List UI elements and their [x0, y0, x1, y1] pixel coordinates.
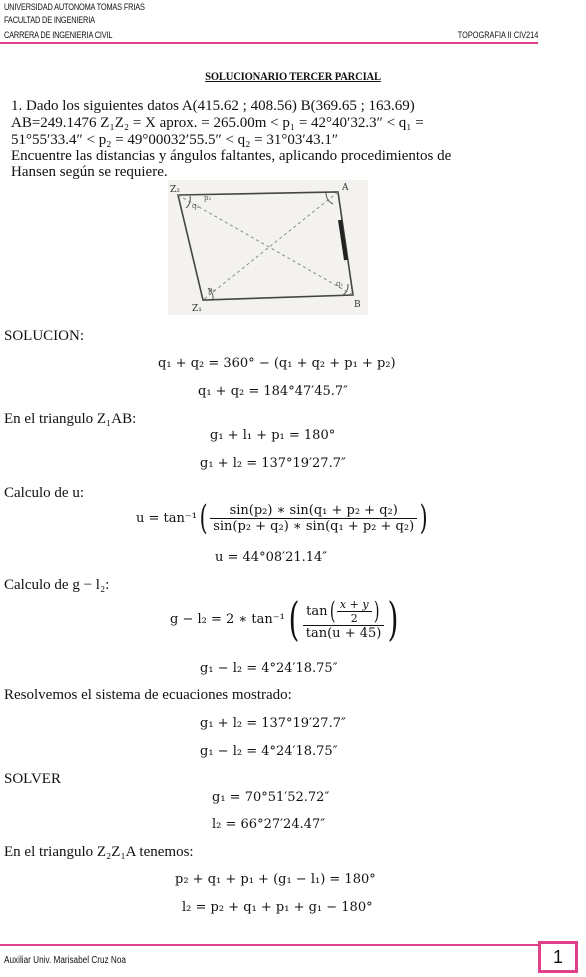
problem-line-5: Hansen según se requiere. — [11, 164, 168, 180]
footer-rule — [0, 944, 538, 946]
label-z2: Z₂ — [170, 185, 180, 195]
g-numerator — [303, 597, 385, 626]
u-denominator: sin(p₂ + q₂) ∗ sin(q₁ + p₂ + q₂) — [213, 518, 415, 534]
hansen-diagram — [168, 180, 368, 315]
u-formula-lhs: u = tan⁻¹ — [136, 510, 197, 526]
u-formula — [136, 498, 430, 538]
career-name: CARRERA DE INGENIERIA CIVIL — [4, 30, 113, 40]
solution-l2: l₂ = 66°27′24.47″ — [212, 817, 326, 832]
open-paren-g: ( — [288, 592, 300, 646]
solver-label: SOLVER — [4, 771, 61, 787]
triangulo-1-label: En el triangulo Z₁AB: — [4, 411, 137, 427]
calculo-g-label: Calculo de g − l₂: — [4, 577, 110, 593]
equation-2: q₁ + q₂ = 184°47′45.7″ — [198, 384, 348, 399]
label-p1: p₁ — [208, 286, 216, 294]
u-fraction — [210, 503, 417, 534]
u-result: u = 44°08′21.14″ — [215, 550, 328, 565]
label-z1: Z₁ — [192, 304, 202, 314]
g-fraction — [303, 597, 385, 641]
u-numerator: sin(p₂) ∗ sin(q₁ + p₂ + q₂) — [210, 503, 417, 519]
g-formula — [170, 592, 402, 646]
sistema-label: Resolvemos el sistema de ecuaciones mostrado: — [4, 687, 292, 703]
close-paren-g: ) — [387, 592, 399, 646]
page-number: 1 — [538, 941, 578, 973]
g-num-tan: tan — [306, 603, 328, 619]
faculty-name: FACULTAD DE INGENIERIA — [4, 15, 95, 25]
solucion-label: SOLUCION: — [4, 328, 85, 344]
g-formula-lhs: g − l₂ = 2 ∗ tan⁻¹ — [170, 611, 285, 627]
g-inner-num: x + y — [337, 598, 372, 612]
open-paren: ( — [199, 498, 208, 538]
g-inner-den: 2 — [350, 611, 358, 625]
equation-1: q₁ + q₂ = 360° − (q₁ + q₂ + p₁ + p₂) — [158, 356, 396, 371]
close-paren: ) — [419, 498, 428, 538]
system-eq-1: g₁ + l₂ = 137°19′27.7″ — [200, 716, 346, 731]
problem-line-3: 51°55′33.4″ < p₂ = 49°00032′55.5″ < q₂ = 31°03′43.1″ — [11, 132, 339, 148]
problem-line-1: 1. Dado los siguientes datos A(415.62 ; 408.56) B(369.65 ; 163.69) — [11, 98, 415, 114]
problem-line-4: Encuentre las distancias y ángulos faltantes, aplicando procedimientos de — [11, 148, 452, 164]
hansen-figure — [168, 180, 368, 315]
calculo-u-label: Calculo de u: — [4, 485, 84, 501]
label-q2: q₂ — [192, 202, 200, 210]
equation-3: g₁ + l₁ + p₁ = 180° — [210, 428, 336, 443]
equation-5: p₂ + q₁ + p₁ + (g₁ − l₁) = 180° — [175, 872, 376, 887]
label-q1: q₁ — [336, 280, 344, 288]
triangulo-2-label: En el triangulo Z₂Z₁A tenemos: — [4, 844, 194, 860]
university-name: UNIVERSIDAD AUTONOMA TOMAS FRIAS — [4, 2, 145, 12]
label-p2: p₂ — [204, 194, 212, 202]
header-rule — [0, 42, 538, 44]
g-result: g₁ − l₂ = 4°24′18.75″ — [200, 661, 338, 676]
course-code: TOPOGRAFIA II CIV214 — [457, 30, 538, 40]
label-b: B — [354, 300, 361, 310]
equation-6: l₂ = p₂ + q₁ + p₁ + g₁ − 180° — [182, 900, 373, 915]
equation-4: g₁ + l₂ = 137°19′27.7″ — [200, 456, 346, 471]
close-paren-inner: ) — [373, 597, 380, 625]
label-a: A — [342, 183, 349, 193]
open-paren-inner: ( — [329, 597, 336, 625]
footer-author: Auxiliar Univ. Marisabel Cruz Noa — [4, 955, 126, 966]
solution-g1: g₁ = 70°51′52.72″ — [212, 790, 330, 805]
system-eq-2: g₁ − l₂ = 4°24′18.75″ — [200, 744, 338, 759]
problem-line-2: AB=249.1476 Z₁Z₂ = X aprox. = 265.00m < p₁ = 42°40′32.3″ < q₁ = — [11, 115, 424, 131]
g-denominator: tan(u + 45) — [305, 626, 382, 641]
page-title: SOLUCIONARIO TERCER PARCIAL — [205, 71, 381, 83]
g-inner-fraction — [337, 598, 372, 625]
